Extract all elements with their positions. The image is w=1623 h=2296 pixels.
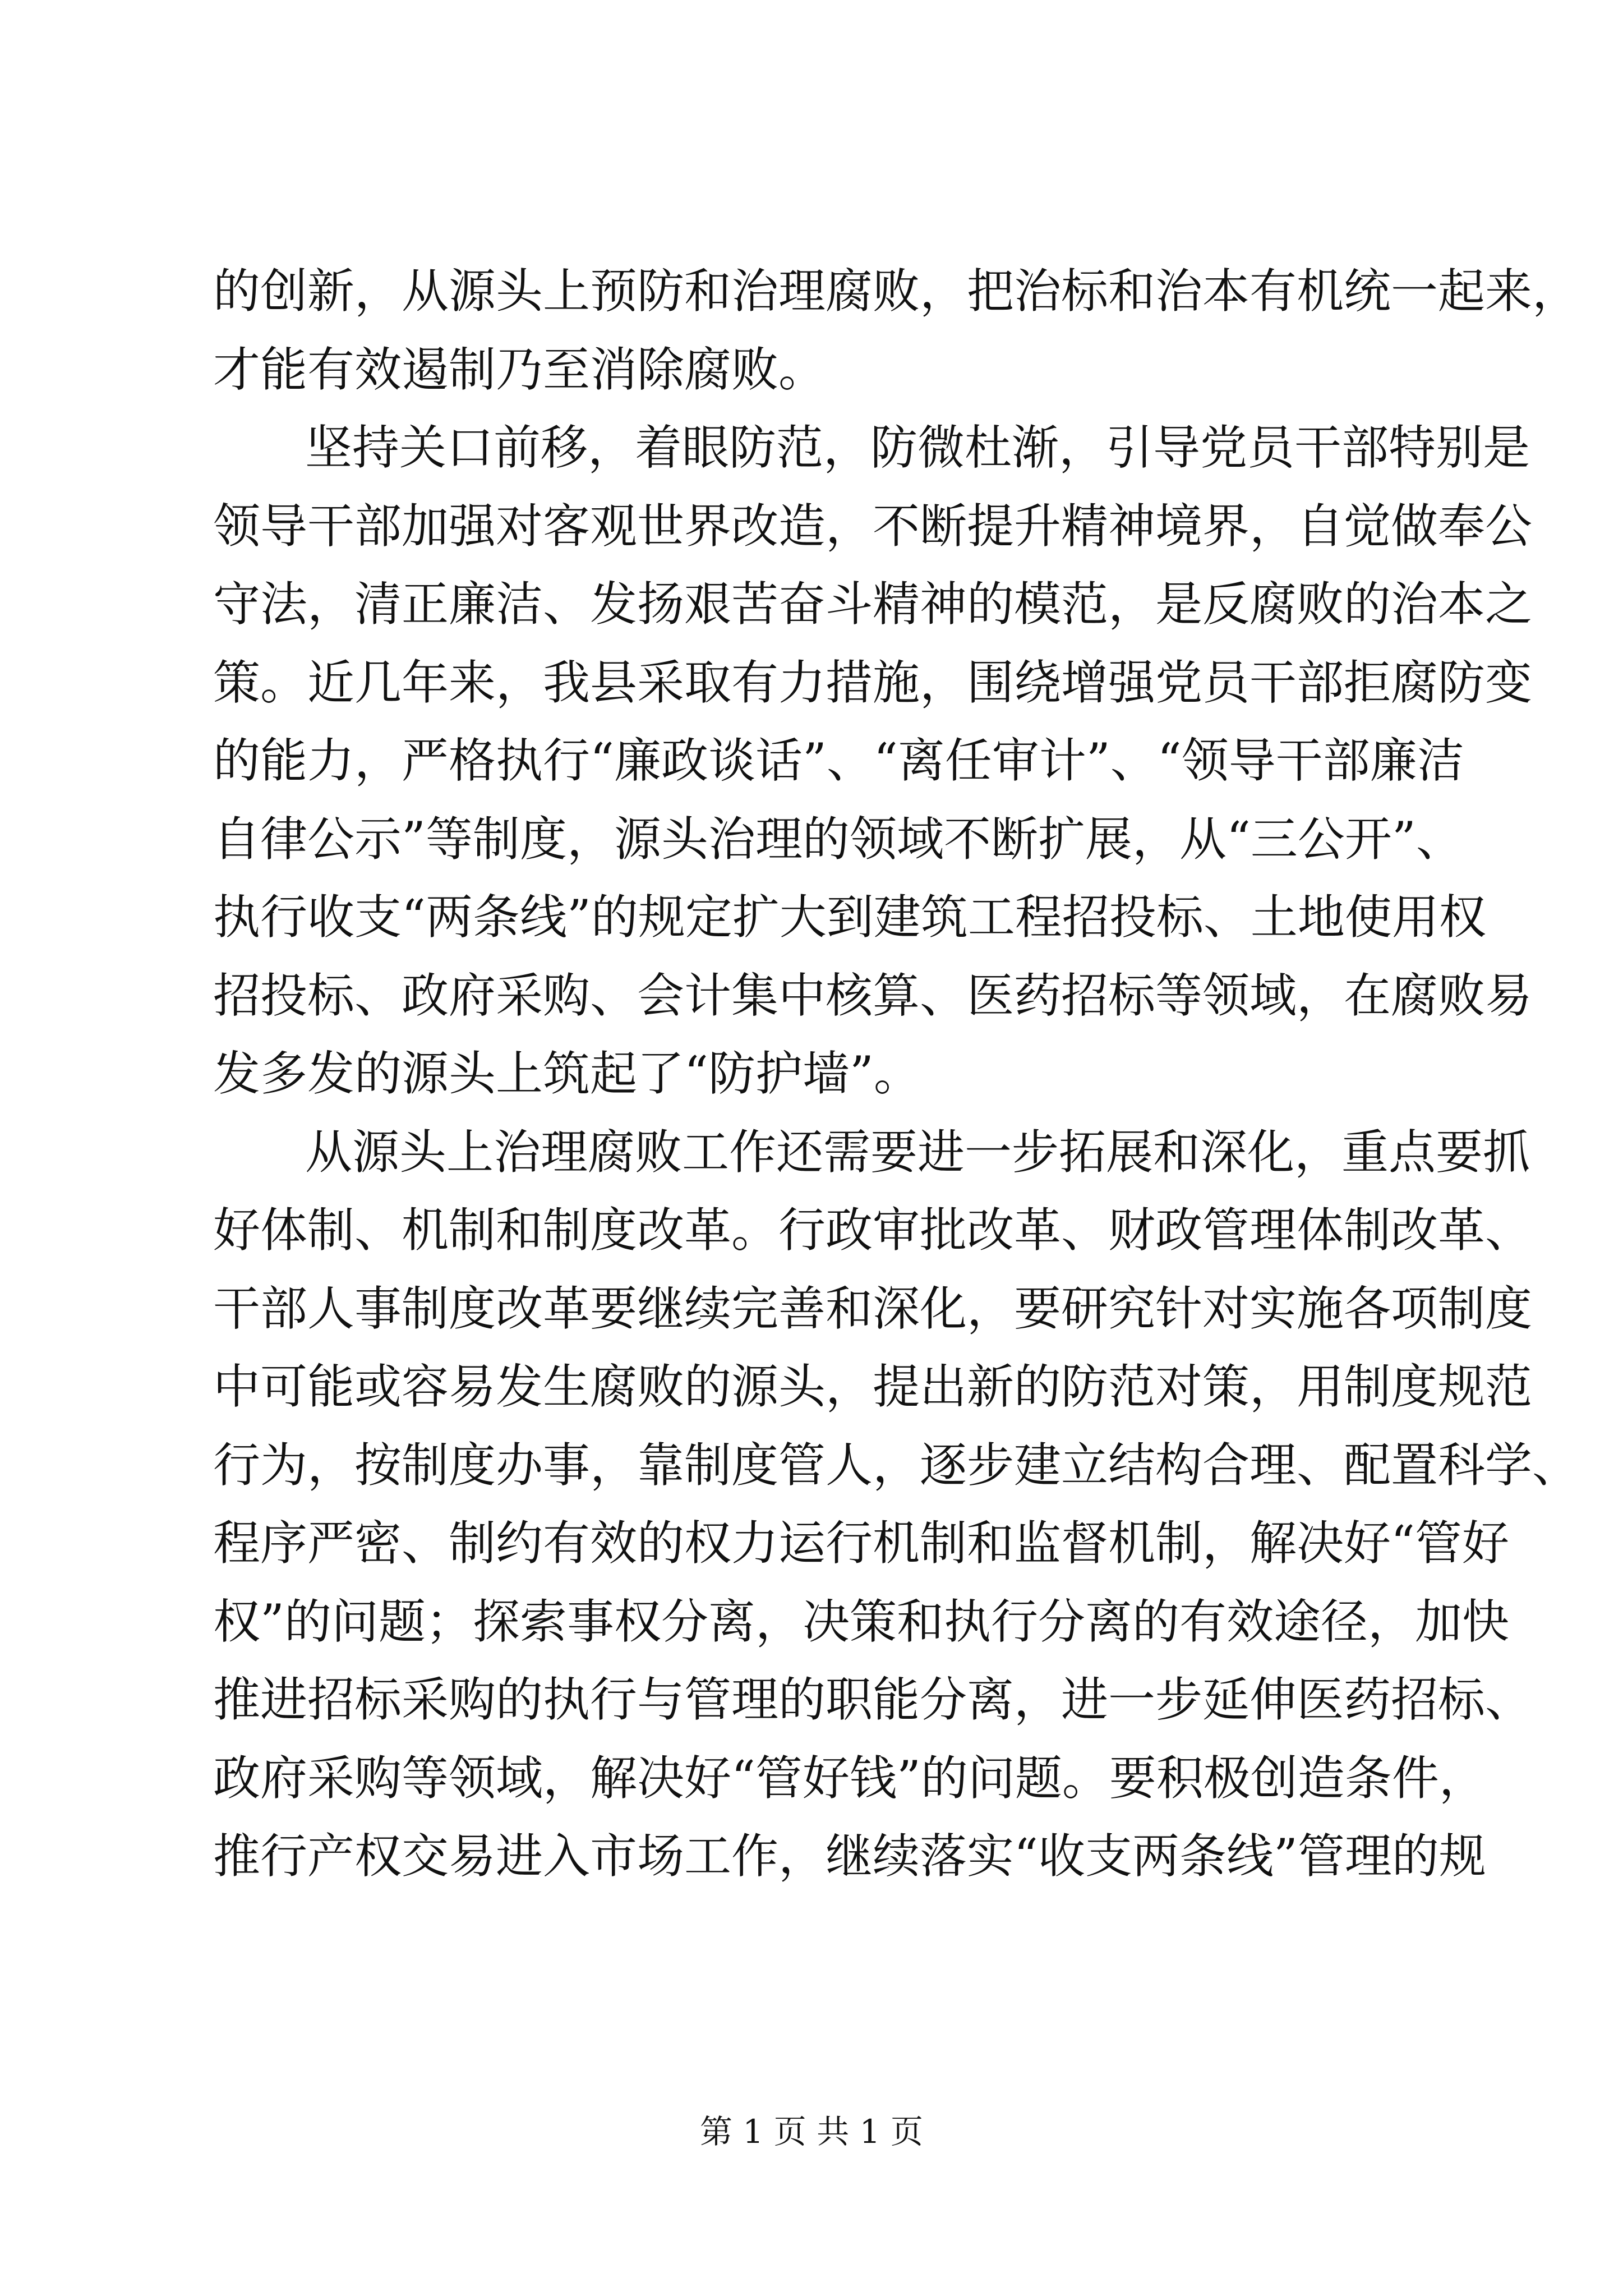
- text-line: 的创新，从源头上预防和治理腐败，把治标和治本有机统一起来，: [213, 264, 1580, 319]
- text-line: 执行收支“两条线”的规定扩大到建筑工程招投标、土地使用权: [213, 890, 1486, 945]
- text-line: 中可能或容易发生腐败的源头，提出新的防范对策，用制度规范: [213, 1359, 1533, 1414]
- paragraph-first-line: 坚持关口前移，着眼防范，防微杜渐，引导党员干部特别是: [305, 420, 1530, 475]
- text-line: 招投标、政府采购、会计集中核算、医药招标等领域，在腐败易: [213, 968, 1533, 1023]
- text-line: 政府采购等领域，解决好“管好钱”的问题。要积极创造条件，: [213, 1750, 1486, 1806]
- text-line: 推进招标采购的执行与管理的职能分离，进一步延伸医药招标、: [213, 1672, 1533, 1727]
- text-line: 行为，按制度办事，靠制度管人，逐步建立结构合理、配置科学、: [213, 1437, 1580, 1493]
- document-body: [213, 252, 1580, 1896]
- text-line: 领导干部加强对客观世界改造，不断提升精神境界，自觉做奉公: [213, 498, 1533, 554]
- text-line: 守法，清正廉洁、发扬艰苦奋斗精神的模范，是反腐败的治本之: [213, 577, 1533, 632]
- page-footer: 第 1 页 共 1 页: [700, 2113, 923, 2151]
- text-line: 的能力，严格执行“廉政谈话”、“离任审计”、“领导干部廉洁: [213, 733, 1464, 788]
- text-line: 才能有效遏制乃至消除腐败。: [213, 342, 826, 397]
- text-line: 发多发的源头上筑起了“防护墙”。: [213, 1046, 921, 1101]
- text-line: 程序严密、制约有效的权力运行机制和监督机制，解决好“管好: [213, 1516, 1509, 1571]
- paragraph-first-line: 从源头上治理腐败工作还需要进一步拓展和深化，重点要抓: [305, 1124, 1530, 1180]
- text-line: 权”的问题；探索事权分离，决策和执行分离的有效途径，加快: [213, 1594, 1509, 1649]
- text-line: 自律公示”等制度，源头治理的领域不断扩展，从“三公开”、: [213, 811, 1463, 867]
- text-line: 推行产权交易进入市场工作，继续落实“收支两条线”管理的规: [213, 1829, 1486, 1884]
- text-line: 好体制、机制和制度改革。行政审批改革、财政管理体制改革、: [213, 1203, 1533, 1258]
- text-line: 干部人事制度改革要继续完善和深化，要研究针对实施各项制度: [213, 1281, 1533, 1336]
- text-line: 策。近几年来，我县采取有力措施，围绕增强党员干部拒腐防变: [213, 655, 1533, 710]
